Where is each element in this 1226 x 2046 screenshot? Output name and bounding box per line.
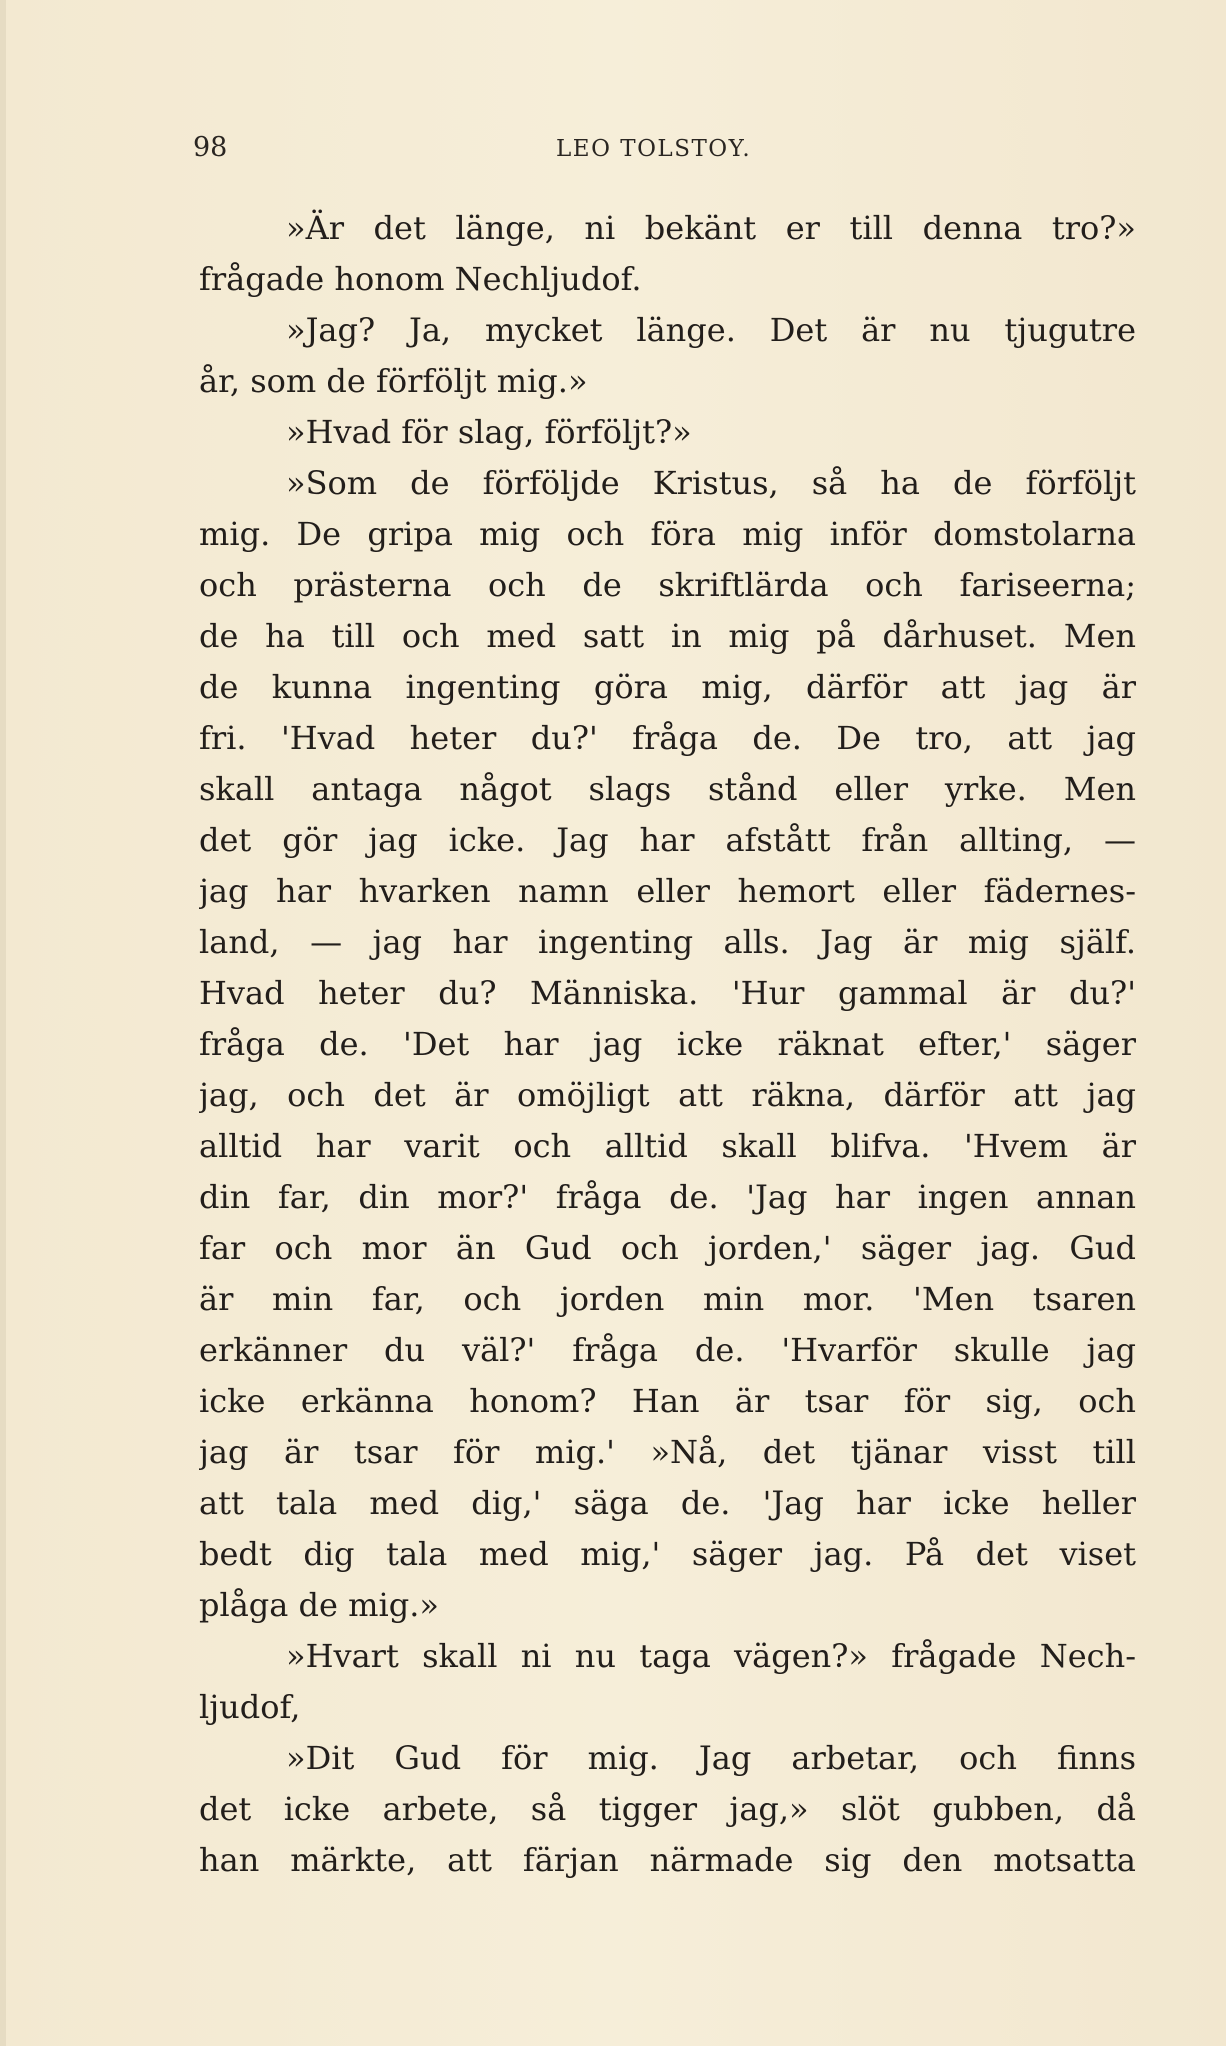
text-line: det icke arbete, så tigger jag,» slöt gubben, då [199, 1790, 1136, 1828]
text-line: jag är tsar för mig.' »Nå, det tjänar visst till [199, 1433, 1136, 1471]
text-line: far och mor än Gud och jorden,' säger jag. Gud [199, 1229, 1136, 1267]
text-line: fråga de. 'Det har jag icke räknat efter,' säger [199, 1025, 1136, 1063]
body-text [199, 203, 1136, 1886]
text-line: fri. 'Hvad heter du?' fråga de. De tro, att jag [199, 719, 1136, 757]
text-line: »Är det länge, ni bekänt er till denna tro?» [286, 209, 1136, 247]
text-line: »Hvad för slag, förföljt?» [286, 413, 692, 451]
page-header [193, 132, 1133, 172]
text-line: erkänner du väl?' fråga de. 'Hvarför skulle jag [199, 1331, 1136, 1369]
text-line: »Dit Gud för mig. Jag arbetar, och finns [286, 1739, 1136, 1777]
text-line: de kunna ingenting göra mig, därför att jag är [199, 668, 1136, 706]
text-line: skall antaga något slags stånd eller yrke. Men [199, 770, 1136, 808]
text-line: land, — jag har ingenting alls. Jag är mig själf. [199, 923, 1136, 961]
text-line: ljudof, [199, 1688, 301, 1726]
text-line: är min far, och jorden min mor. 'Men tsaren [199, 1280, 1136, 1318]
text-line: och prästerna och de skriftlärda och fariseerna; [199, 566, 1136, 604]
text-line: jag, och det är omöjligt att räkna, därför att jag [199, 1076, 1136, 1114]
text-line: frågade honom Nechljudof. [199, 260, 642, 298]
text-line: Hvad heter du? Människa. 'Hur gammal är du?' [199, 974, 1136, 1012]
text-line: »Jag? Ja, mycket länge. Det är nu tjugutre [286, 311, 1136, 349]
text-line: icke erkänna honom? Han är tsar för sig, och [199, 1382, 1136, 1420]
text-line: år, som de förföljt mig.» [199, 362, 588, 400]
text-line: »Som de förföljde Kristus, så ha de förföljt [286, 464, 1136, 502]
text-line: bedt dig tala med mig,' säger jag. På det viset [199, 1535, 1136, 1573]
text-line: plåga de mig.» [199, 1586, 439, 1624]
text-line: att tala med dig,' säga de. 'Jag har icke heller [199, 1484, 1136, 1522]
running-head: LEO TOLSTOY. [556, 136, 752, 162]
text-line: de ha till och med satt in mig på dårhuset. Men [199, 617, 1136, 655]
text-line: »Hvart skall ni nu taga vägen?» frågade Nech- [286, 1637, 1136, 1675]
text-line: alltid har varit och alltid skall blifva. 'Hvem är [199, 1127, 1136, 1165]
text-line: jag har hvarken namn eller hemort eller fädernes- [199, 872, 1136, 910]
text-line: han märkte, att färjan närmade sig den motsatta [199, 1841, 1136, 1879]
text-line: din far, din mor?' fråga de. 'Jag har ingen annan [199, 1178, 1136, 1216]
text-line: mig. De gripa mig och föra mig inför domstolarna [199, 515, 1136, 553]
text-line: det gör jag icke. Jag har afstått från allting, — [199, 821, 1136, 859]
page-number: 98 [193, 132, 228, 163]
